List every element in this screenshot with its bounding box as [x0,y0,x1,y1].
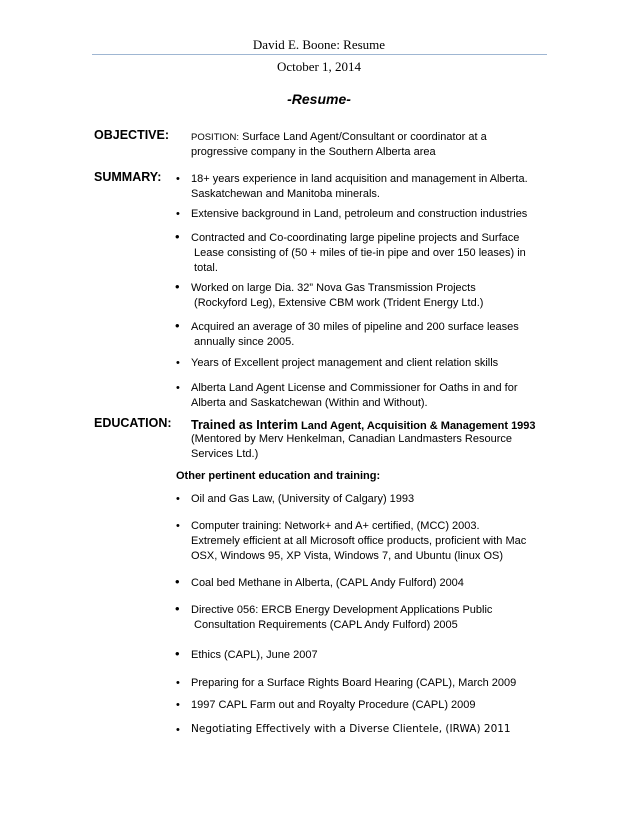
education-item-3-line-1: Coal bed Methane in Alberta, (CAPL Andy Fulford) 2004 [191,577,464,589]
position-prefix: POSITION: [191,132,240,143]
education-item-6-line-1: Preparing for a Surface Rights Board Hearing (CAPL), March 2009 [191,677,517,689]
summary-item-4-line-2: (Rockyford Leg), Extensive CBM work (Trident Energy Ltd.) [191,297,484,309]
education-item-7-line-1: 1997 CAPL Farm out and Royalty Procedure (CAPL) 2009 [191,699,476,711]
education-label: EDUCATION: [94,416,172,430]
summary-item-2-line-1: Extensive background in Land, petroleum and construction industries [191,208,528,220]
education-item-2-line-3: OSX, Windows 95, XP Vista, Windows 7, and Ubuntu (linux OS) [191,550,504,562]
bullet: • [176,493,180,505]
summary-item-1-line-2: Saskatchewan and Manitoba minerals. [191,188,380,200]
objective-line-1 [191,130,551,145]
summary-item-4-line-1: Worked on large Dia. 32” Nova Gas Transmission Projects [191,282,476,294]
bullet: • [176,724,180,736]
objective-text-1: Surface Land Agent/Consultant or coordinator at a [239,131,487,143]
summary-item-1-line-1: 18+ years experience in land acquisition and management in Alberta. [191,173,528,185]
education-item-5-line-1: Ethics (CAPL), June 2007 [191,649,318,661]
bullet: • [176,520,180,532]
bullet: • [176,699,180,711]
bullet: • [176,357,180,369]
bullet: • [176,677,180,689]
education-item-8-line-1: Negotiating Effectively with a Diverse Clientele, (IRWA) 2011 [191,723,511,735]
bullet: • [175,574,180,589]
summary-item-3-line-3: total. [191,262,218,274]
education-item-4-line-1: Directive 056: ERCB Energy Development Applications Public [191,604,493,616]
education-item-4-line-2: Consultation Requirements (CAPL Andy Fulford) 2005 [191,619,458,631]
summary-item-6-line-1: Years of Excellent project management and client relation skills [191,357,499,369]
bullet: • [175,318,180,333]
education-main-part-2: Land Agent, Acquisition & Management 1993 [297,420,536,432]
bullet: • [175,229,180,244]
bullet: • [175,601,180,616]
summary-label: SUMMARY: [94,170,162,184]
bullet: • [175,279,180,294]
summary-item-5-line-2: annually since 2005. [191,336,295,348]
page-title: -Resume- [287,91,351,107]
header-name: David E. Boone: Resume [252,37,386,52]
header-rule [92,54,547,55]
bullet: • [176,173,180,185]
summary-item-3-line-2: Lease consisting of (50 + miles of tie-in pipe and over 150 leases) in [191,247,526,259]
other-education-heading: Other pertinent education and training: [176,470,381,482]
header-date: October 1, 2014 [276,59,362,74]
education-item-2-line-1: Computer training: Network+ and A+ certified, (MCC) 2003. [191,520,480,532]
bullet: • [176,382,180,394]
objective-line-2: progressive company in the Southern Alberta area [191,146,436,158]
objective-label: OBJECTIVE: [94,128,170,142]
summary-item-5-line-1: Acquired an average of 30 miles of pipeline and 200 surface leases [191,321,519,333]
summary-item-7-line-1: Alberta Land Agent License and Commissioner for Oaths in and for [191,382,518,394]
education-mentor-line-2: Services Ltd.) [191,448,259,460]
education-item-1-line-1: Oil and Gas Law, (University of Calgary) 1993 [191,493,415,505]
education-item-2-line-2: Extremely efficient at all Microsoft office products, proficient with Mac [191,535,527,547]
education-main-part-1: Trained as Interim [191,418,298,432]
bullet: • [175,646,180,661]
summary-item-7-line-2: Alberta and Saskatchewan (Within and Without). [191,397,428,409]
bullet: • [176,208,180,220]
education-mentor-line-1: (Mentored by Merv Henkelman, Canadian Landmasters Resource [191,433,512,445]
summary-item-3-line-1: Contracted and Co-coordinating large pipeline projects and Surface [191,232,520,244]
